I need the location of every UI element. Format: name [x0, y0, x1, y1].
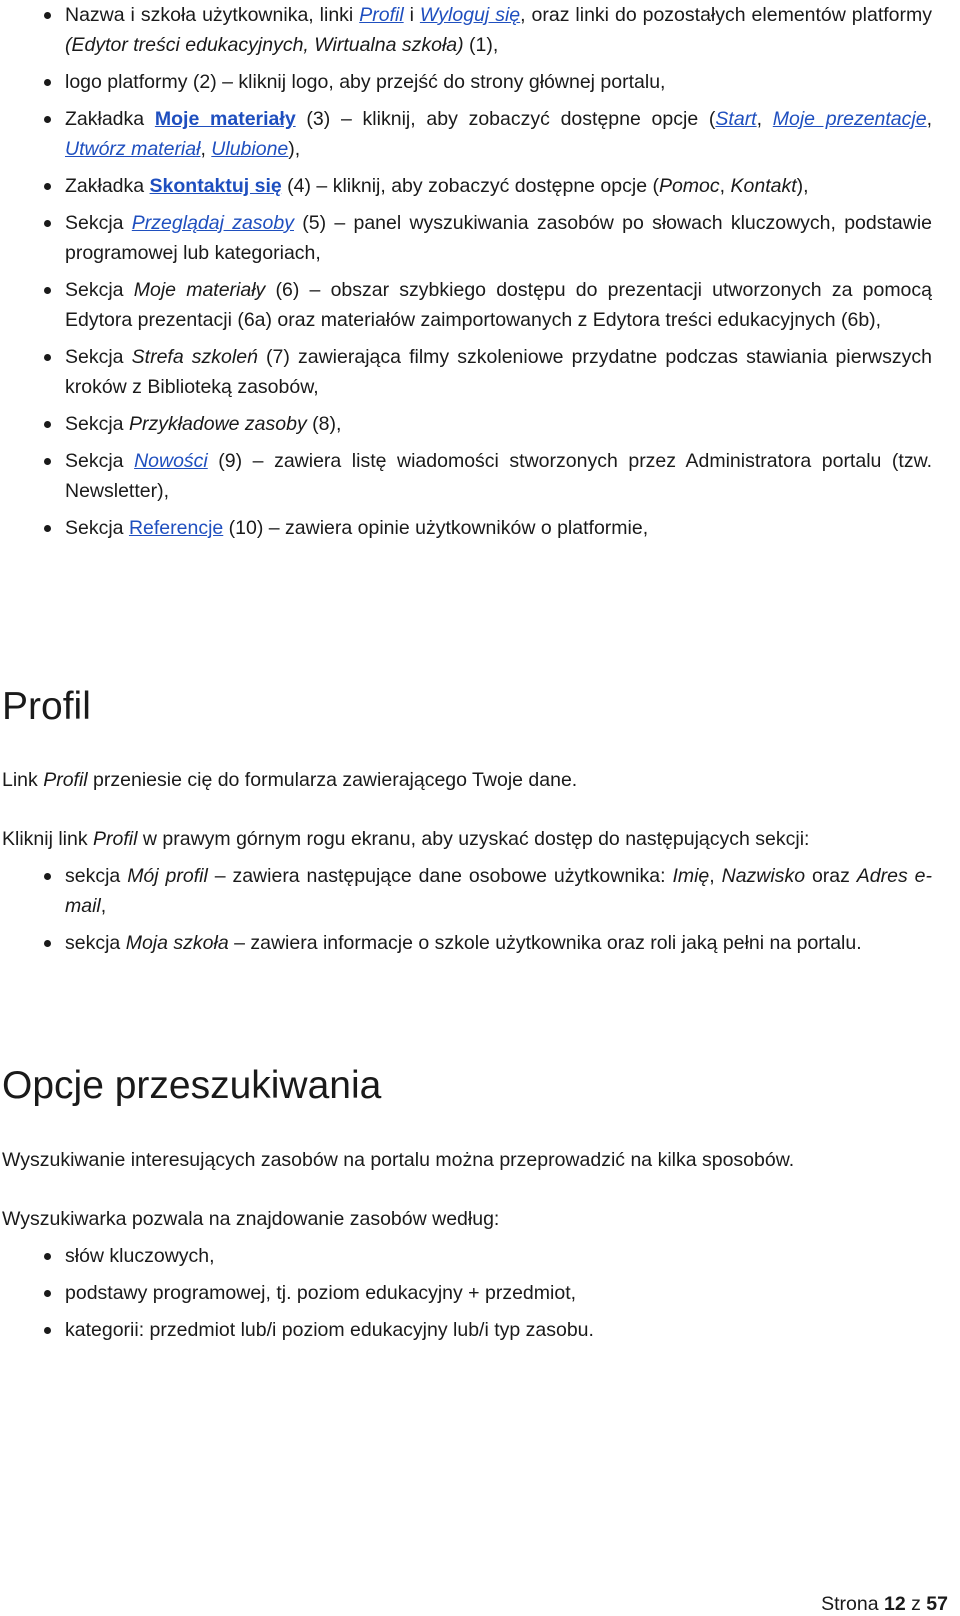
utworz-material-link[interactable]: Utwórz materiał: [65, 138, 201, 160]
referencje-link[interactable]: Referencje: [128, 517, 224, 539]
wyloguj-link[interactable]: Wyloguj się: [419, 4, 521, 26]
list-item: podstawy programowej, tj. poziom edukacyjny + przedmiot,: [0, 1278, 950, 1308]
przegladaj-zasoby-link[interactable]: Przeglądaj zasoby: [131, 212, 294, 234]
list-item: Sekcja Strefa szkoleń (7) zawierająca filmy szkoleniowe przydatne podczas stawiania pierwszych kroków z Biblioteką zasobów,: [0, 342, 950, 402]
bullet-icon: [44, 940, 51, 947]
bullet-icon: [44, 1253, 51, 1260]
profil-heading: Profil: [2, 685, 91, 728]
bullet-icon: [44, 12, 51, 19]
list-item: logo platformy (2) – kliknij logo, aby przejść do strony głównej portalu,: [0, 67, 950, 97]
list-item: Sekcja Referencje (10) – zawiera opinie użytkowników o platformie,: [0, 513, 950, 543]
list-item: Sekcja Przeglądaj zasoby (5) – panel wyszukiwania zasobów po słowach kluczowych, podstawie programowej lub kategoriach,: [0, 208, 950, 268]
bullet-icon: [44, 1327, 51, 1334]
bullet-icon: [44, 421, 51, 428]
list-item: Sekcja Nowości (9) – zawiera listę wiadomości stworzonych przez Administratora portalu (tzw. Newsletter),: [0, 446, 950, 506]
bullet-icon: [44, 1290, 51, 1297]
list-item: Sekcja Przykładowe zasoby (8),: [0, 409, 950, 439]
list-item: Zakładka Skontaktuj się (4) – kliknij, aby zobaczyć dostępne opcje (Pomoc, Kontakt),: [0, 171, 950, 201]
list-item: kategorii: przedmiot lub/i poziom edukacyjny lub/i typ zasobu.: [0, 1315, 950, 1345]
nowosci-link[interactable]: Nowości: [134, 450, 208, 472]
moje-prezentacje-link[interactable]: Moje prezentacje: [772, 108, 927, 130]
search-criteria-list: [0, 1241, 950, 1352]
platform-elements-text: (Edytor treści edukacyjnych, Wirtualna szkoła): [65, 34, 464, 56]
profil-sections-list: [0, 861, 950, 965]
bullet-icon: [44, 220, 51, 227]
bullet-icon: [44, 79, 51, 86]
bullet-icon: [44, 458, 51, 465]
list-item: sekcja Moja szkoła – zawiera informacje o szkole użytkownika oraz roli jaką pełni na portalu.: [0, 928, 950, 958]
list-item: słów kluczowych,: [0, 1241, 950, 1271]
bullet-icon: [44, 116, 51, 123]
start-link[interactable]: Start: [715, 108, 757, 130]
profil-link[interactable]: Profil: [359, 4, 404, 26]
bullet-icon: [44, 287, 51, 294]
list-item: sekcja Mój profil – zawiera następujące dane osobowe użytkownika: Imię, Nazwisko oraz Adres e-mail,: [0, 861, 950, 921]
profil-paragraph-2: Kliknij link Profil w prawym górnym rogu ekranu, aby uzyskać dostęp do następujących sekcji:: [2, 828, 810, 850]
opcje-heading: Opcje przeszukiwania: [2, 1064, 382, 1107]
bullet-icon: [44, 354, 51, 361]
opcje-paragraph-1: Wyszukiwanie interesujących zasobów na portalu można przeprowadzić na kilka sposobów.: [2, 1149, 795, 1171]
list-item: Sekcja Moje materiały (6) – obszar szybkiego dostępu do prezentacji utworzonych za pomocą Edytora prezentacji (6a) oraz materiałów zaimportowanych z Edytora treści edukacyjnych (6b),: [0, 275, 950, 335]
profil-paragraph-1: Link Profil przeniesie cię do formularza zawierającego Twoje dane.: [2, 769, 578, 791]
bullet-icon: [44, 183, 51, 190]
bullet-icon: [44, 873, 51, 880]
moje-materialy-link[interactable]: Moje materiały: [154, 108, 296, 130]
list-item: Zakładka Moje materiały (3) – kliknij, aby zobaczyć dostępne opcje (Start, Moje prezentacje, Utwórz materiał, Ulubione),: [0, 104, 950, 164]
list-item: Nazwa i szkoła użytkownika, linki Profil i Wyloguj się, oraz linki do pozostałych elementów platformy (Edytor treści edukacyjnych, Wirtualna szkoła) (1),: [0, 0, 950, 60]
ulubione-link[interactable]: Ulubione: [211, 138, 289, 160]
bullet-icon: [44, 525, 51, 532]
opcje-paragraph-2: Wyszukiwarka pozwala na znajdowanie zasobów według:: [2, 1208, 500, 1230]
platform-elements-list: [0, 0, 950, 550]
skontaktuj-link[interactable]: Skontaktuj się: [149, 175, 282, 197]
page-number: Strona 12 z 57: [821, 1593, 948, 1615]
